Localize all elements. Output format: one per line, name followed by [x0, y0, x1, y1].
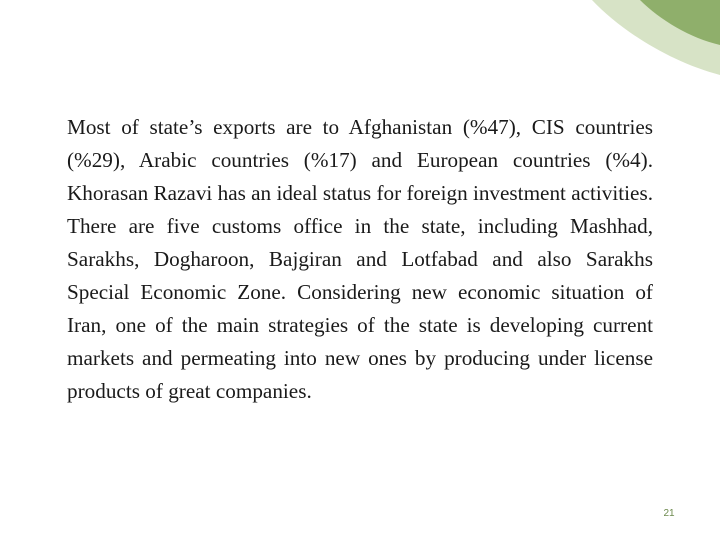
slide-body-text: Most of state’s exports are to Afghanistan (%47), CIS countries (%29), Arabic countries (%17) and European countries (%4). Khorasan Razavi has an ideal status for foreign investment activities. There are five customs office in the state, including Mashhad, Sarakhs, Dogharoon, Bajgiran and Lotfabad and also Sarakhs Special Economic Zone. Considering new economic situation of Iran, one of the main strategies of the state is developing current markets and permeating into new ones by producing under license products of great companies. [67, 115, 654, 403]
corner-swoosh-outer [592, 0, 720, 75]
page-number: 21 [663, 508, 675, 519]
corner-swoosh-inner [640, 0, 720, 45]
